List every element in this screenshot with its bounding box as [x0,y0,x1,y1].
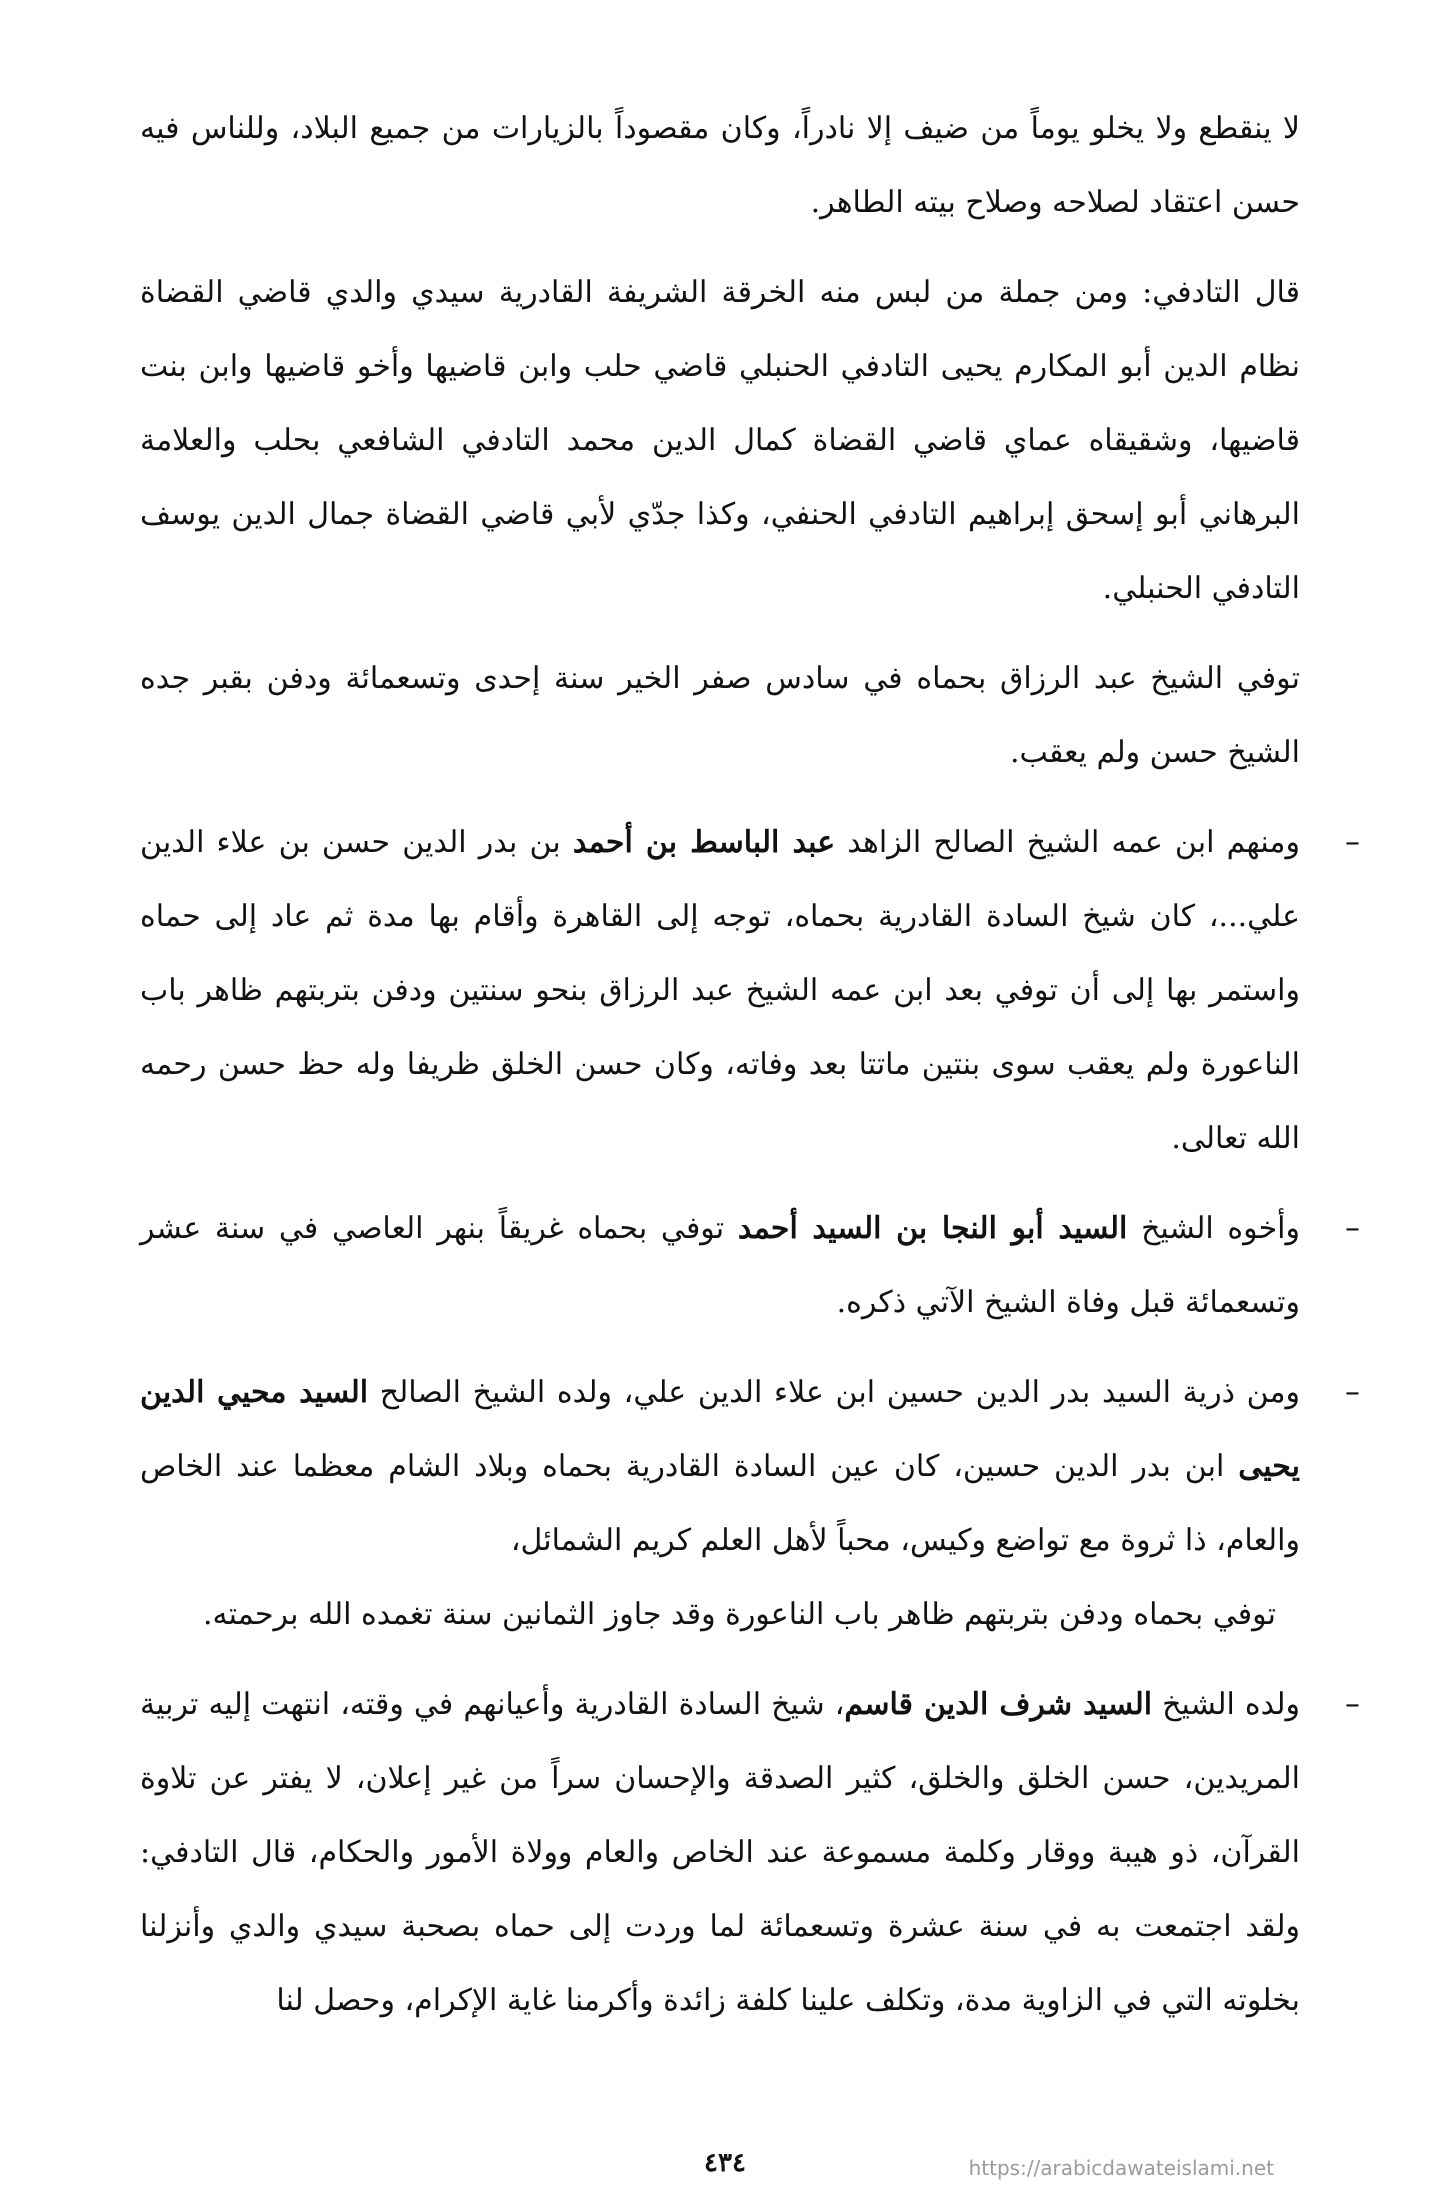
item-name-bold: السيد أبو النجا بن السيد أحمد [737,1211,1128,1246]
page-body [140,92,1360,2038]
list-item [140,1356,1360,1652]
page-number: ٤٣٤ [704,2148,746,2178]
dash-marker: – [1345,1687,1360,1722]
dash-marker: – [1345,1375,1360,1410]
item-name-bold: السيد محيي الدين يحيى [140,1375,1300,1484]
item-text: ولده الشيخ [1152,1687,1300,1722]
dash-marker: – [1345,825,1360,860]
item-name-bold: عبد الباسط بن أحمد [572,825,836,860]
item-continuation: توفي بحماه ودفن بتربتهم ظاهر باب الناعورة وقد جاوز الثمانين سنة تغمده الله برحمته. [203,1597,1276,1632]
paragraph-tadifi-quote: قال التادفي: ومن جملة من لبس منه الخرقة الشريفة القادرية سيدي والدي قاضي القضاة نظام الدين أبو المكارم يحيى التادفي الحنبلي قاضي حلب وابن قاضيها وأخو قاضيها وابن بنت قاضيها، وشقيقاه عماي قاضي القضاة كمال الدين محمد التادفي الشافعي بحلب والعلامة البرهاني أبو إسحق إبراهيم التادفي الحنفي، وكذا جدّي لأبي قاضي القضاة جمال الدين يوسف التادفي الحنبلي. [140,275,1300,606]
item-text: توفي بحماه غريقاً بنهر العاصي في سنة عشر وتسعمائة قبل وفاة الشيخ الآتي ذكره. [140,1211,1300,1320]
list-item [140,806,1360,1176]
list-item [140,1192,1360,1340]
watermark-url: https://arabicdawateislami.net [968,2156,1274,2180]
item-text: وأخوه الشيخ [1127,1211,1301,1246]
item-name-bold: السيد شرف الدين قاسم [844,1687,1153,1722]
paragraph-death-note: توفي الشيخ عبد الرزاق بحماه في سادس صفر الخير سنة إحدى وتسعمائة ودفن بقبر جده الشيخ حسن ولم يعقب. [140,661,1300,770]
paragraph-intro: لا ينقطع ولا يخلو يوماً من ضيف إلا نادراً، وكان مقصوداً بالزيارات من جميع البلاد، وللناس فيه حسن اعتقاد لصلاحه وصلاح بيته الطاهر. [140,111,1300,220]
item-text: ابن بدر الدين حسين، كان عين السادة القادرية بحماه وبلاد الشام معظما عند الخاص والعام، ذا ثروة مع تواضع وكيس، محباً لأهل العلم كريم الشمائل، [140,1449,1300,1558]
list-item [140,1668,1360,2038]
item-text: بن بدر الدين حسن بن علاء الدين علي...، كان شيخ السادة القادرية بحماه، توجه إلى القاهرة وأقام بها مدة ثم عاد إلى حماه واستمر بها إلى أن توفي بعد ابن عمه الشيخ عبد الرزاق بنحو سنتين ودفن بتربتهم ظاهر باب الناعورة ولم يعقب سوى بنتين ماتتا بعد وفاته، وكان حسن الخلق ظريفا وله حظ حسن رحمه الله تعالى. [140,825,1300,1156]
item-text: ومنهم ابن عمه الشيخ الصالح الزاهد [835,825,1300,860]
item-text: ومن ذرية السيد بدر الدين حسين ابن علاء الدين علي، ولده الشيخ الصالح [368,1375,1300,1410]
dash-marker: – [1345,1211,1360,1246]
page-footer [0,2148,1454,2188]
item-text: ، شيخ السادة القادرية وأعيانهم في وقته، انتهت إليه تربية المريدين، حسن الخلق والخلق، كثير الصدقة والإحسان سراً من غير إعلان، لا يفتر عن تلاوة القرآن، ذو هيبة ووقار وكلمة مسموعة عند الخاص والعام وولاة الأمور والحكام، قال التادفي: ولقد اجتمعت به في سنة عشرة وتسعمائة لما وردت إلى حماه بصحبة سيدي والدي وأنزلنا بخلوته التي في الزاوية مدة، وتكلف علينا كلفة زائدة وأكرمنا غاية الإكرام، وحصل لنا [140,1687,1300,2018]
